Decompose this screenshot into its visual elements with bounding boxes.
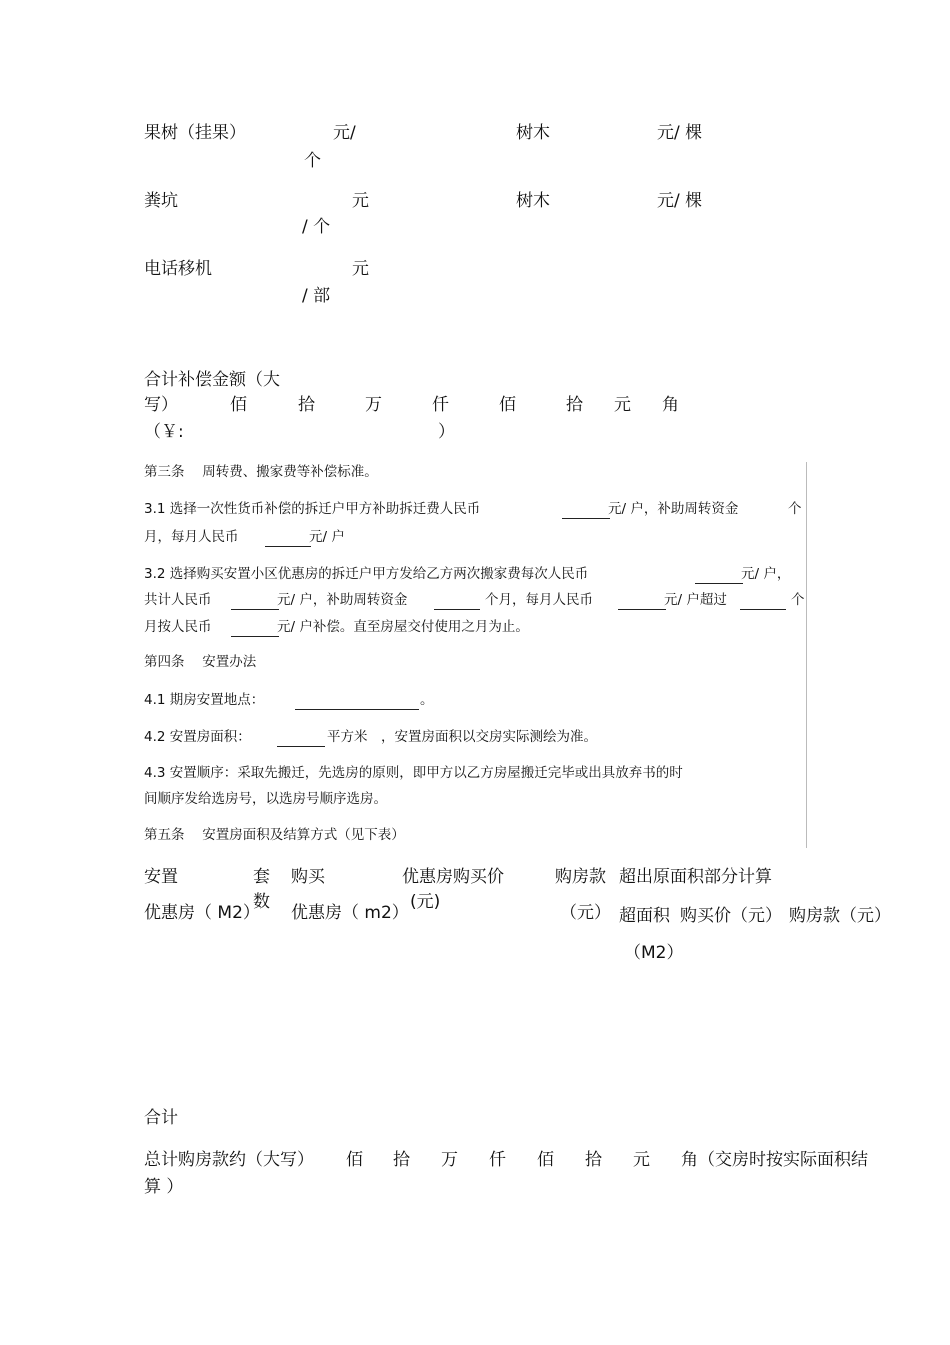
col-header: （元） [560,903,611,923]
text: 平方米 ，安置房面积以交房实际测绘为准。 [327,729,597,745]
text: 个月，每月人民币 [485,592,593,608]
col-header: 套 [253,867,270,887]
sub-header: 超面积 [619,906,670,926]
blank-field [231,597,279,610]
text: 个 [791,592,805,608]
col-header: 安置 [144,867,178,887]
margin-line [806,462,807,848]
item-name: 电话移机 [144,259,212,279]
unit-qian: 仟 [432,395,449,415]
sub-header: （M2） [624,943,684,963]
col-header: 优惠房（ M2） [144,903,260,923]
item-unit-2: 元/ 棵 [657,123,703,143]
total-label-line2: 写） [144,395,178,415]
item-unit: 元/ [333,123,356,143]
unit-yuan: 元 [614,395,631,415]
item-unit-2: 元/ 棵 [657,191,703,211]
blank-field [740,597,786,610]
unit-qian: 仟 [489,1150,506,1170]
grand-total-label: 总计购房款约（大写） [144,1150,314,1170]
blank-field [562,506,610,519]
col-header: 购买 [291,867,325,887]
unit-wan: 万 [365,395,382,415]
article-3-1-line1 [144,503,480,517]
blank-field [231,624,279,637]
unit-shi: 拾 [298,395,315,415]
col-header: 优惠房（ m2） [291,903,409,923]
text: 元/ 户， [741,566,791,582]
article-4-3-line2: 间顺序发给选房号，以选房号顺序选房。 [144,791,387,807]
text: 元/ 户 [309,529,345,545]
blank-field [695,571,743,584]
blank-field [277,734,325,747]
text: 元/ 户，补助周转资金 [277,592,408,608]
col-header: 超出原面积部分计算 [619,867,772,887]
item-unit-cont: 个 [304,151,321,171]
text: 3.1 选择一次性货币补偿的拆迁户甲方补助拆迁费人民币 [144,501,481,517]
text: 月，每月人民币 [144,529,239,545]
col-header: 数 [253,892,270,912]
article-4-3-line1: 4.3 安置顺序：采取先搬迁，先选房的原则，即甲方以乙方房屋搬迁完毕或出具放弃书的时 [144,765,683,781]
unit-shi-2: 拾 [566,395,583,415]
blank-field [265,534,311,547]
item-unit: 元 [352,259,369,279]
article-4-2: 4.2 安置房面积： [144,729,251,745]
sum-label: 合计 [144,1108,178,1128]
unit-bai-2: 佰 [537,1150,554,1170]
text: 个 [788,501,802,517]
item-name: 果树（挂果） [144,123,246,143]
unit-shi: 拾 [393,1150,410,1170]
blank-field [434,597,480,610]
text: 共计人民币 [144,592,212,608]
item-name-2: 树木 [516,123,550,143]
text: 元/ 户超过 [664,592,727,608]
yen-open: （￥: [144,422,184,442]
text: 元/ 户补偿。直至房屋交付使用之月为止。 [277,619,529,635]
blank-field [618,597,666,610]
unit-bai-2: 佰 [499,395,516,415]
unit-bai: 佰 [230,395,247,415]
col-header: 购房款 [555,867,606,887]
item-unit: 元 [352,191,369,211]
yen-close: ） [438,422,455,442]
text: 元/ 户，补助周转资金 [608,501,739,517]
item-unit-cont: / 部 [302,286,331,306]
blank-field [295,697,419,710]
unit-jiao: 角 [662,395,679,415]
total-label-line1: 合计补偿金额（大 [144,370,280,390]
unit-yuan: 元 [633,1150,650,1170]
text: 月按人民币 [144,619,212,635]
article-4-1: 4.1 期房安置地点： [144,692,265,708]
unit-shi-2: 拾 [585,1150,602,1170]
unit-bai: 佰 [346,1150,363,1170]
text: 。 [420,692,434,708]
article-4-heading: 第四条 安置办法 [144,654,257,670]
unit-wan: 万 [441,1150,458,1170]
col-header: 优惠房购买价 [402,867,504,887]
article-3-2-line1: 3.2 选择购买安置小区优惠房的拆迁户甲方发给乙方两次搬家费每次人民币 [144,566,589,582]
item-name: 粪坑 [144,191,178,211]
sub-header: 购房款（元） [789,906,891,926]
article-5-heading: 第五条 安置房面积及结算方式（见下表） [144,827,405,843]
article-3-heading: 第三条 周转费、搬家费等补偿标准。 [144,464,378,480]
item-unit-cont: / 个 [302,217,331,237]
sub-header: 购买价（元） [680,906,782,926]
item-name-2: 树木 [516,191,550,211]
grand-total-tail: 角（交房时按实际面积结 [681,1150,868,1170]
grand-total-line2: 算 ） [144,1177,184,1197]
col-header: (元) [410,892,441,912]
